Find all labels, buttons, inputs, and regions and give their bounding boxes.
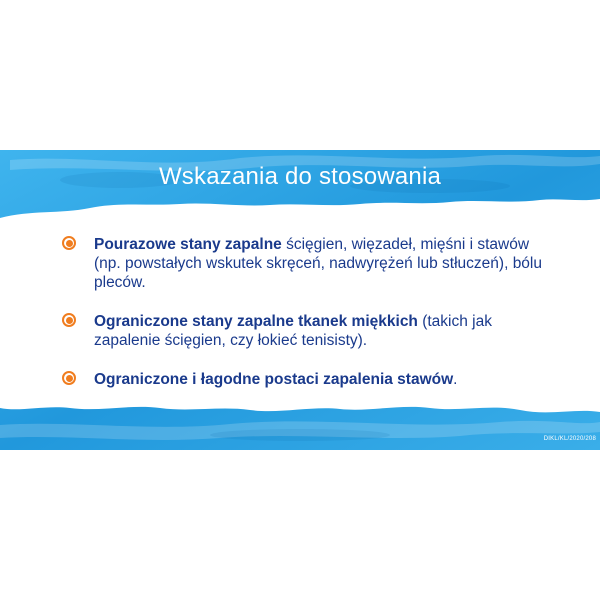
item-bold-text: Ograniczone i łagodne postaci zapalenia stawów [94,371,454,388]
item-text: ścięgien, więzadeł, mięśni i stawów (np. powstałych wskutek skręceń, nadwyrężeń lub stłuczeń), bólu pleców. [94,236,542,291]
bullet-ring-icon [62,236,76,250]
bullet-ring-icon [62,371,76,385]
item-text: (takich jak zapalenie ścięgien, czy łokieć tenisisty). [94,313,492,349]
banner-title: Wskazania do stosowania [158,163,442,190]
item-bold-text: Ograniczone stany zapalne tkanek miękkich [94,313,418,330]
list-item [62,312,542,350]
indications-list [62,235,542,409]
footer-code: DIKL/KL/2020/208 [543,436,596,442]
list-item [62,235,542,292]
banner [0,150,600,450]
list-item [62,370,542,389]
item-bold-text: Pourazowe stany zapalne [94,236,282,253]
bullet-ring-icon [62,313,76,327]
item-text: . [453,371,458,388]
